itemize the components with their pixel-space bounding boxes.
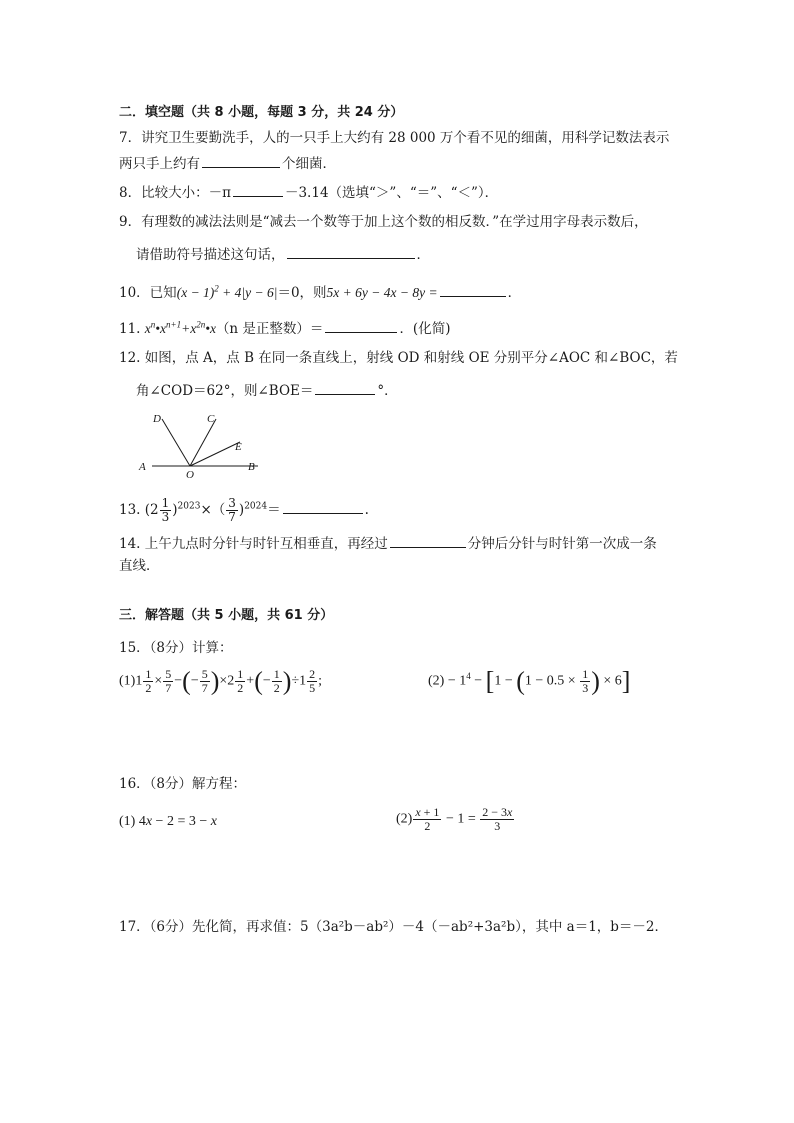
question-12-line-1: 12. 如图，点 A，点 B 在同一条直线上，射线 OD 和射线 OE 分别平分∠AOC 和∠BOC，若 (119, 350, 678, 366)
question-10-condition: $(x - 1)^2 + 4|y - 6|$ (176, 283, 278, 300)
question-8 (119, 181, 498, 203)
question-10-mid: ＝0，则 (277, 285, 327, 301)
exponent-2023: 2023 (177, 501, 201, 512)
question-10-expression: 5x + 6y − 4x − 8y = (326, 285, 438, 300)
question-11-note: （n 是正整数）＝ (215, 321, 324, 337)
question-14-line-1 (119, 532, 657, 554)
question-8-tail: －3.14（选填“＞”、“＝”、“＜”）． (284, 185, 499, 201)
question-7-line-2 (119, 152, 336, 174)
question-16-part-1: (1) 4x − 2 = 3 − x (119, 814, 217, 829)
part-2-label: (2) (428, 673, 445, 689)
label-d: D (153, 413, 161, 425)
question-7-line-1: 7．讲究卫生要勤洗手，人的一只手上大约有 28 000 万个看不见的细菌，用科学记数法表示 (119, 130, 670, 146)
question-17-text: 17．（6分）先化简，再求值： (119, 919, 301, 935)
fraction-3-7: $\frac{3}{7}$ (228, 496, 236, 524)
answer-blank-10[interactable] (440, 281, 506, 297)
ray-oc (190, 419, 216, 466)
question-12-line-2 (136, 379, 398, 401)
label-b: B (248, 461, 255, 473)
question-16-title: 16．（8分）解方程： (119, 776, 247, 792)
exponent-2024: 2024 (244, 501, 268, 512)
ray-oe (190, 442, 240, 466)
part-1-label: (1) (119, 814, 136, 829)
question-12-text: 角∠COD＝62°，则∠BOE＝ (136, 383, 314, 399)
label-e: E (235, 441, 242, 453)
fraction-1-3: $\frac{1}{3}$ (161, 496, 170, 524)
section-solve-heading: 三．解答题（共 5 小题，共 61 分） (119, 608, 334, 623)
question-9-line-1: 9．有理数的减法法则是“减去一个数等于加上这个数的相反数．”在学过用字母表示数后， (119, 214, 648, 230)
answer-blank-14[interactable] (390, 532, 466, 548)
question-9-tail: ． (416, 247, 430, 263)
answer-blank-9[interactable] (287, 243, 415, 259)
part-1-label: (1) (119, 673, 136, 689)
mixed-whole: 2 (150, 502, 159, 518)
question-15-part-2: $(2) - 1^4 - [1 - (1 - 0.5$ × $\frac{1}{3}$ ) × 6] (428, 666, 631, 696)
question-17 (119, 917, 668, 937)
question-9-line-2 (136, 243, 430, 265)
label-o: O (186, 469, 194, 481)
question-11-tail: ．(化简) (399, 321, 451, 337)
answer-blank-7[interactable] (202, 152, 280, 168)
question-9-text: 请借助符号描述这句话， (136, 247, 285, 263)
question-15-part-1: (1)1 $\frac{1}{2}$ × $\frac{5}{7}$ −(− $\frac{5}{7}$ )×2 $\frac{1}{2}$ +(− $\frac{1}{2}$ )÷1 $\frac{2}{5}$ ; (119, 666, 323, 696)
question-16-part-2: (2) $\frac{x + 1}{2}$ − 1 = $\frac{2 - 3x}{3}$ (396, 805, 513, 833)
question-7-tail: 个细菌． (282, 156, 336, 172)
question-10-tail: ． (507, 285, 522, 301)
question-11-number: 11. (119, 321, 145, 337)
question-14-tail: 分钟后分针与时针第一次成一条 (467, 536, 657, 552)
section-fill-blank-heading: 二．填空题（共 8 小题，每题 3 分，共 24 分） (119, 105, 404, 120)
answer-blank-8[interactable] (233, 181, 283, 197)
question-17-expression: 5（3a²b－ab²）－4（－ab²+3a²b），其中 a＝1，b＝－2． (300, 919, 669, 935)
question-13: 13. (2 $\frac{1}{3}$ )$^{2023}$×（ $\frac{3}{7}$ )$^{2024}$＝ . (119, 496, 369, 524)
question-15-title: 15．（8分）计算： (119, 640, 233, 656)
question-13-times: ×（ (200, 502, 226, 518)
question-12-tail: °． (377, 383, 398, 399)
question-10-text: 10．已知 (119, 285, 177, 301)
answer-blank-13[interactable] (283, 498, 363, 514)
part-2-label: (2) (396, 811, 413, 827)
question-13-number: 13. ( (119, 502, 151, 518)
answer-blank-11[interactable] (325, 317, 397, 333)
question-10 (119, 281, 521, 303)
question-8-text: 8．比较大小：－π (119, 185, 231, 201)
label-a: A (139, 461, 146, 473)
label-c: C (207, 413, 215, 425)
question-11-expression: $x^n•x^{n+1}+x^{2n}•x$ (144, 319, 216, 336)
question-11 (119, 317, 450, 339)
question-14-line-2: 直线． (119, 558, 160, 574)
angle-figure (130, 405, 270, 481)
answer-blank-12[interactable] (315, 379, 375, 395)
question-14-text: 14. 上午九点时分针与时针互相垂直，再经过 (119, 536, 388, 552)
ray-od (162, 419, 190, 466)
question-13-eq: ＝ (267, 502, 281, 518)
question-7-text: 两只手上约有 (119, 156, 200, 172)
